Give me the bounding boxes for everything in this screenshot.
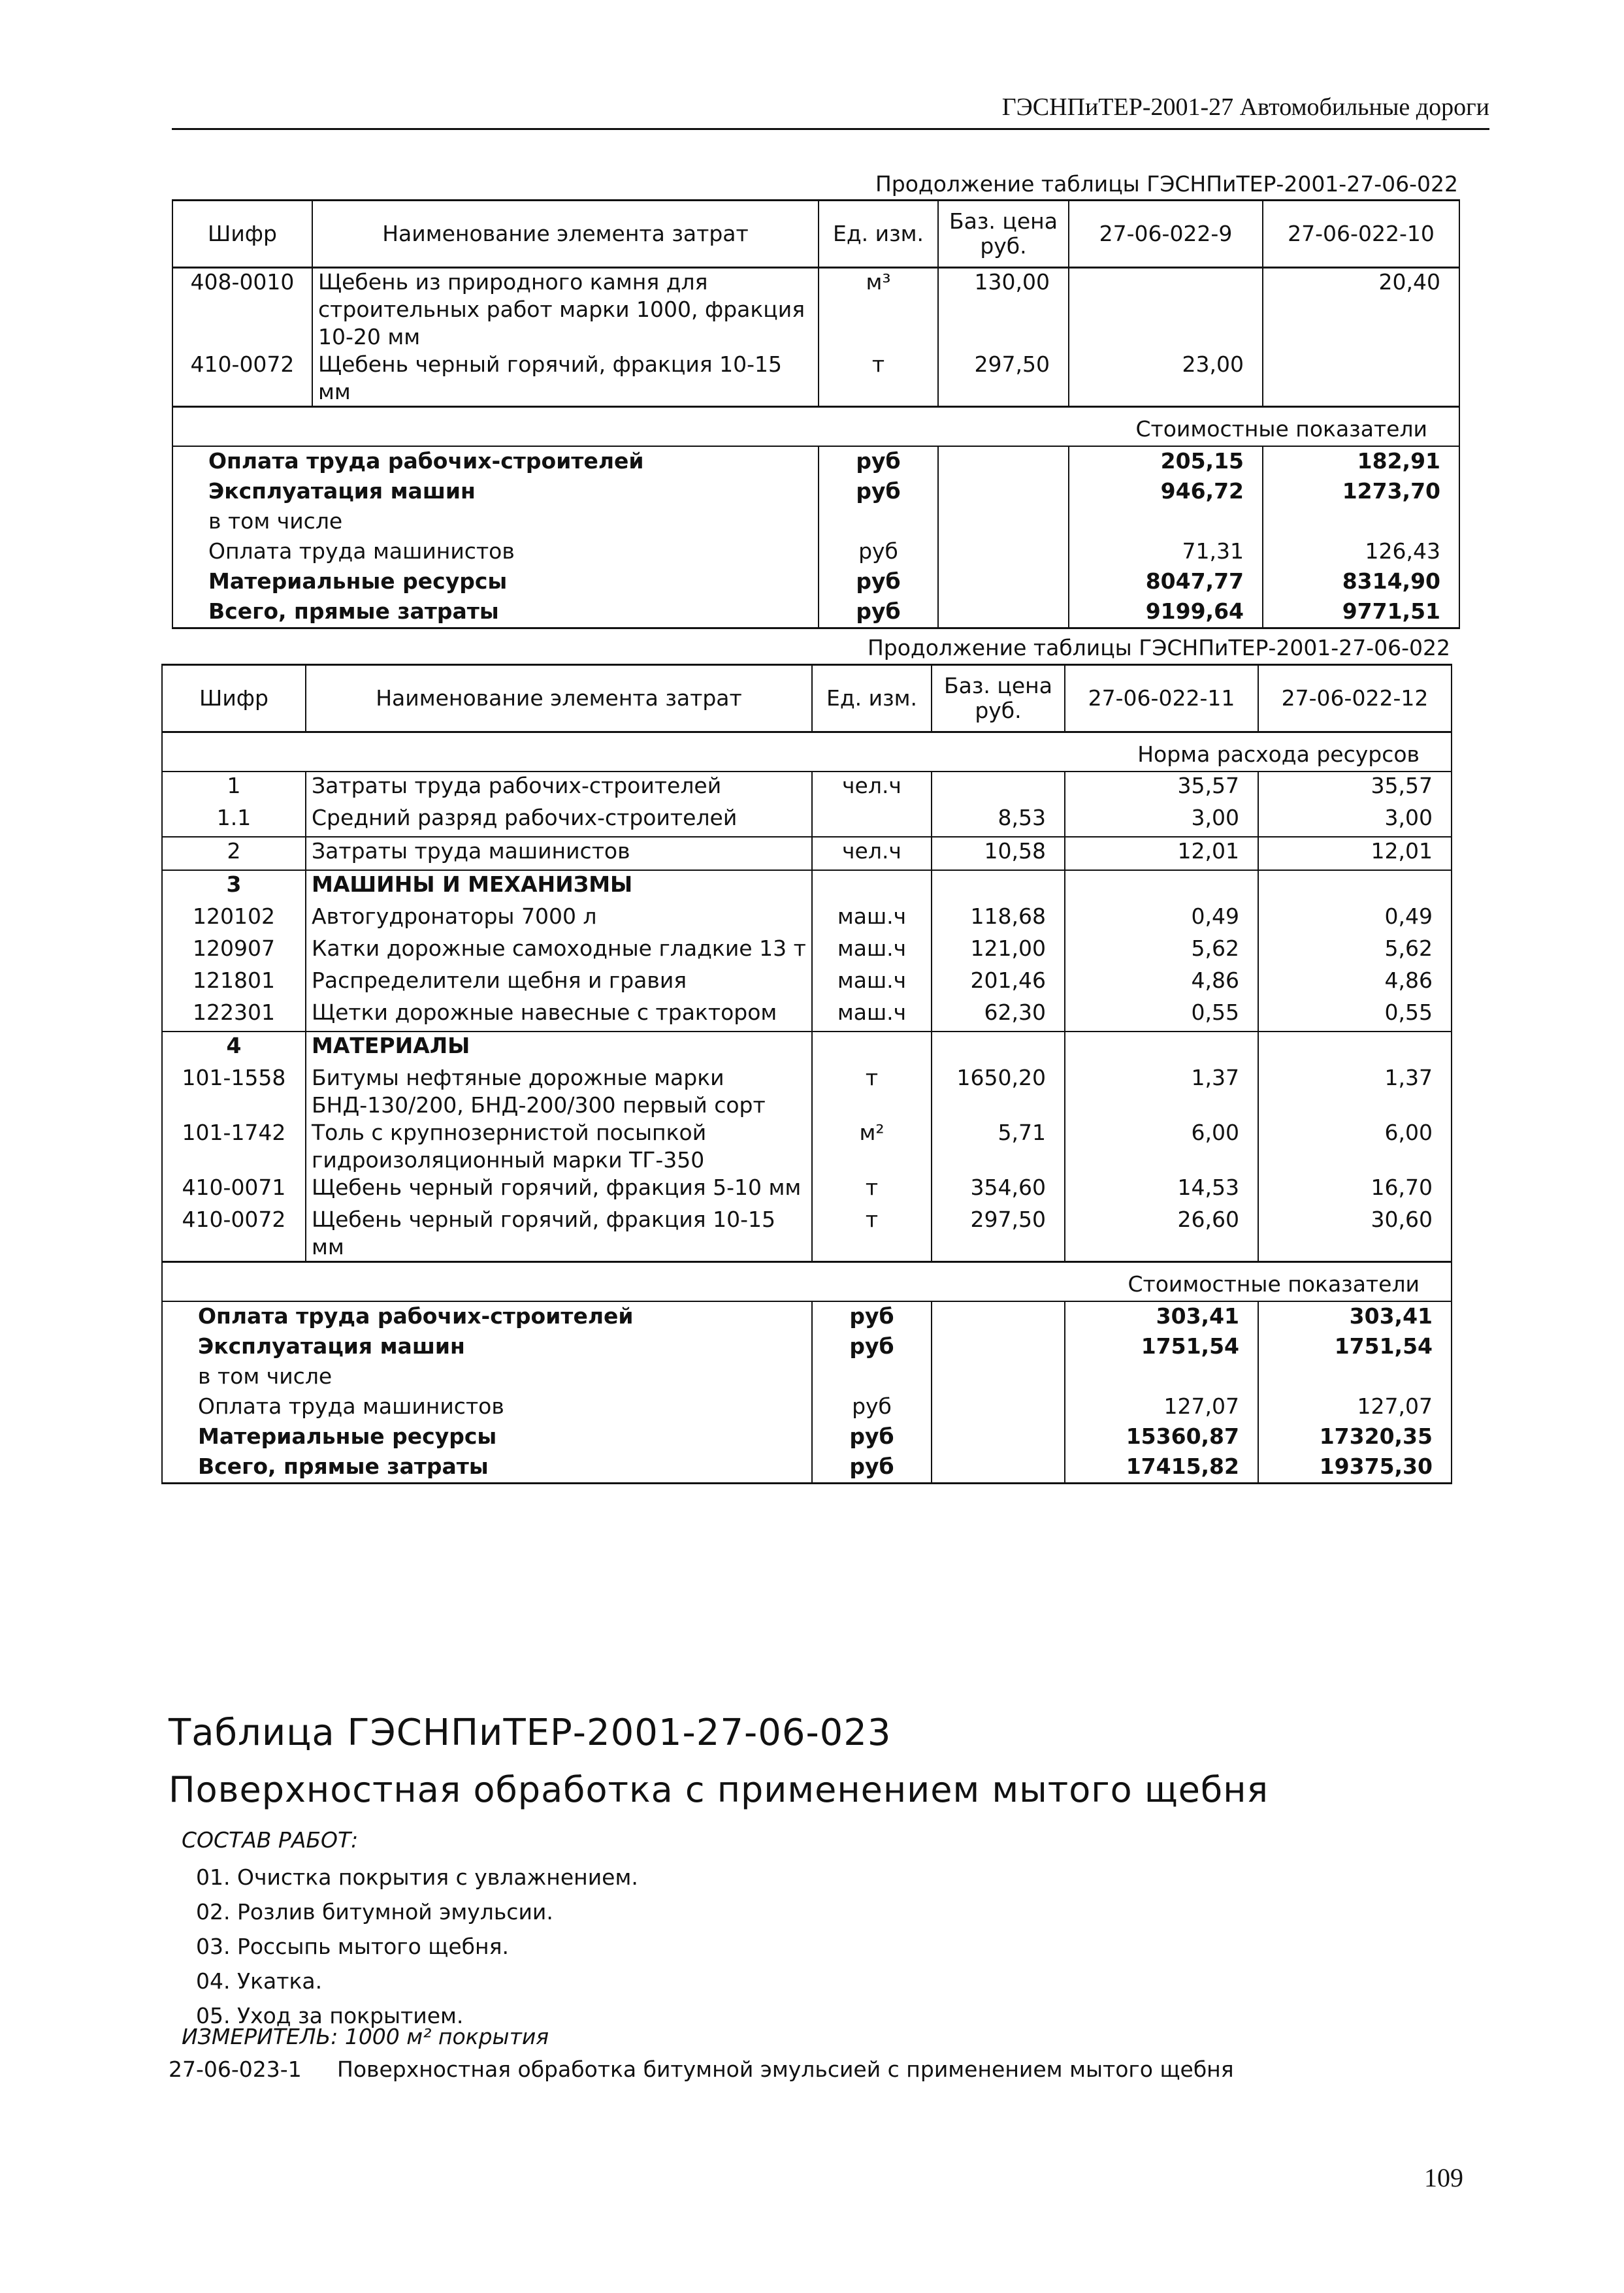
resource-name: Щебень черный горячий, фракция 10-15 мм	[306, 1206, 812, 1262]
cost-value-1: 8047,77	[1069, 567, 1263, 597]
work-items-list	[196, 1860, 638, 2033]
unit-of-measure: чел.ч	[812, 772, 932, 804]
norm-value-2: 35,57	[1258, 772, 1452, 804]
cost-section-label: Стоимостные показатели	[162, 1262, 1452, 1302]
base-price: 354,60	[932, 1174, 1065, 1206]
column-header: 27-06-022-11	[1065, 665, 1258, 732]
resource-code: 101-1742	[162, 1119, 306, 1174]
base-price: 10,58	[932, 837, 1065, 870]
column-header: 27-06-022-9	[1069, 201, 1263, 268]
table-row	[162, 1119, 1452, 1174]
cost-name: Оплата труда машинистов	[162, 1392, 812, 1422]
empty-price-cell	[932, 1332, 1065, 1362]
cost-name: Оплата труда рабочих-строителей	[172, 446, 819, 477]
column-header: Ед. изм.	[819, 201, 938, 268]
norm-value-2: 16,70	[1258, 1174, 1452, 1206]
resource-code: 410-0072	[162, 1206, 306, 1262]
norm-value-2	[1263, 351, 1459, 407]
document-header: ГЭСНПиТЕР-2001-27 Автомобильные дороги	[1001, 93, 1489, 121]
cost-unit: руб	[819, 567, 938, 597]
norm-label: Норма расхода ресурсов	[162, 732, 1452, 772]
norm-value-1: 4,86	[1065, 967, 1258, 999]
resource-code: 1.1	[162, 804, 306, 837]
cost-value-2: 9771,51	[1263, 597, 1459, 628]
resource-name: Щебень черный горячий, фракция 10-15 мм	[312, 351, 819, 407]
cost-unit: руб	[812, 1452, 932, 1484]
cost-name: в том числе	[162, 1362, 812, 1392]
norm-value-2: 20,40	[1263, 268, 1459, 351]
column-header: Наименование элемента затрат	[306, 665, 812, 732]
norm-value-1: 12,01	[1065, 837, 1258, 870]
base-price: 118,68	[932, 903, 1065, 935]
resource-name: Толь с крупнозернистой посыпкой гидроизоляционный марки ТГ-350	[306, 1119, 812, 1174]
cost-value-1: 9199,64	[1069, 597, 1263, 628]
work-item: 02. Розлив битумной эмульсии.	[196, 1899, 553, 1925]
norm-value-1: 0,55	[1065, 999, 1258, 1032]
unit-of-measure	[812, 870, 932, 903]
cost-row	[162, 1362, 1452, 1392]
column-header: Шифр	[162, 665, 306, 732]
resource-name: Щебень из природного камня для строительных работ марки 1000, фракция 10-20 мм	[312, 268, 819, 351]
unit-of-measure: м³	[819, 268, 938, 351]
table1-caption: Продолжение таблицы ГЭСНПиТЕР-2001-27-06-022	[875, 171, 1458, 197]
table2-caption: Продолжение таблицы ГЭСНПиТЕР-2001-27-06-022	[867, 635, 1450, 660]
cost-name: Эксплуатация машин	[162, 1332, 812, 1362]
table-row	[162, 837, 1452, 870]
resource-code: 120907	[162, 935, 306, 967]
resource-name: Затраты труда машинистов	[306, 837, 812, 870]
cost-row	[172, 567, 1459, 597]
cost-unit: руб	[819, 477, 938, 507]
empty-price-cell	[938, 597, 1069, 628]
unit-of-measure	[812, 1032, 932, 1064]
cost-value-1: 71,31	[1069, 537, 1263, 567]
base-price: 121,00	[932, 935, 1065, 967]
table-row	[172, 351, 1459, 407]
norm-value-2: 3,00	[1258, 804, 1452, 837]
norm-label-row	[162, 732, 1452, 772]
norm-code-line	[169, 2057, 1234, 2082]
unit-of-measure: маш.ч	[812, 935, 932, 967]
unit-of-measure: чел.ч	[812, 837, 932, 870]
cost-value-1: 1751,54	[1065, 1332, 1258, 1362]
norm-value-1: 0,49	[1065, 903, 1258, 935]
header-row	[162, 665, 1452, 732]
cost-value-1: 17415,82	[1065, 1452, 1258, 1484]
empty-price-cell	[932, 1392, 1065, 1422]
cost-unit: руб	[812, 1392, 932, 1422]
cost-value-1	[1065, 1362, 1258, 1392]
norm-value-1	[1069, 268, 1263, 351]
cost-value-1: 205,15	[1069, 446, 1263, 477]
norm-value-1: 6,00	[1065, 1119, 1258, 1174]
resource-code: 408-0010	[172, 268, 312, 351]
table-row	[162, 804, 1452, 837]
empty-price-cell	[938, 507, 1069, 537]
cost-unit	[812, 1362, 932, 1392]
norm-code: 27-06-023-1	[169, 2057, 302, 2082]
cost-unit: руб	[819, 537, 938, 567]
header-row	[172, 201, 1459, 268]
work-composition-heading: СОСТАВ РАБОТ:	[182, 1827, 359, 1853]
work-item: 03. Россыпь мытого щебня.	[196, 1934, 509, 1959]
unit-of-measure: маш.ч	[812, 903, 932, 935]
table-row	[162, 870, 1452, 903]
cost-value-2	[1258, 1362, 1452, 1392]
cost-row	[172, 507, 1459, 537]
norm-value-2: 4,86	[1258, 967, 1452, 999]
base-price: 297,50	[932, 1206, 1065, 1262]
table-row	[162, 772, 1452, 804]
cost-value-1: 303,41	[1065, 1301, 1258, 1332]
resource-name: Затраты труда рабочих-строителей	[306, 772, 812, 804]
unit-of-measure: м²	[812, 1119, 932, 1174]
resource-code: 121801	[162, 967, 306, 999]
norm-description: Поверхностная обработка битумной эмульсией с применением мытого щебня	[337, 2057, 1234, 2082]
unit-of-measure: т	[812, 1174, 932, 1206]
resource-name: Щетки дорожные навесные с трактором	[306, 999, 812, 1032]
norm-value-1: 3,00	[1065, 804, 1258, 837]
base-price: 1650,20	[932, 1064, 1065, 1119]
resource-code: 122301	[162, 999, 306, 1032]
norm-value-1	[1065, 1032, 1258, 1064]
norm-value-1: 1,37	[1065, 1064, 1258, 1119]
resource-code: 1	[162, 772, 306, 804]
table-row	[162, 1206, 1452, 1262]
cost-row	[162, 1332, 1452, 1362]
cost-row	[162, 1422, 1452, 1452]
column-header: Баз. цена руб.	[932, 665, 1065, 732]
base-price: 297,50	[938, 351, 1069, 407]
empty-price-cell	[938, 446, 1069, 477]
table-row	[172, 268, 1459, 351]
work-item: 04. Укатка.	[196, 1968, 323, 1994]
empty-price-cell	[932, 1422, 1065, 1452]
base-price	[932, 1032, 1065, 1064]
work-item: 05. Уход за покрытием.	[196, 2003, 464, 2028]
norm-value-2: 12,01	[1258, 837, 1452, 870]
cost-unit	[819, 507, 938, 537]
unit-of-measure: маш.ч	[812, 999, 932, 1032]
empty-price-cell	[932, 1452, 1065, 1484]
cost-name: Всего, прямые затраты	[162, 1452, 812, 1484]
cost-value-2: 8314,90	[1263, 567, 1459, 597]
cost-value-2: 127,07	[1258, 1392, 1452, 1422]
cost-value-1: 946,72	[1069, 477, 1263, 507]
table-row	[162, 935, 1452, 967]
cost-unit: руб	[812, 1332, 932, 1362]
cost-value-2: 17320,35	[1258, 1422, 1452, 1452]
norm-value-2: 5,62	[1258, 935, 1452, 967]
unit-of-measure: т	[819, 351, 938, 407]
norm-value-1: 5,62	[1065, 935, 1258, 967]
section-title: Таблица ГЭСНПиТЕР-2001-27-06-023	[169, 1712, 892, 1754]
norm-value-2	[1258, 1032, 1452, 1064]
base-price: 5,71	[932, 1119, 1065, 1174]
table-row	[162, 967, 1452, 999]
cost-value-1	[1069, 507, 1263, 537]
resource-name: Битумы нефтяные дорожные марки БНД-130/200, БНД-200/300 первый сорт	[306, 1064, 812, 1119]
cost-value-2: 1751,54	[1258, 1332, 1452, 1362]
empty-price-cell	[938, 567, 1069, 597]
norm-value-1: 14,53	[1065, 1174, 1258, 1206]
resource-name: МАШИНЫ И МЕХАНИЗМЫ	[306, 870, 812, 903]
cost-name: Оплата труда рабочих-строителей	[162, 1301, 812, 1332]
cost-label-row	[162, 1262, 1452, 1302]
cost-name: Оплата труда машинистов	[172, 537, 819, 567]
norm-value-2: 0,49	[1258, 903, 1452, 935]
norm-value-1: 35,57	[1065, 772, 1258, 804]
cost-name: Материальные ресурсы	[172, 567, 819, 597]
base-price: 8,53	[932, 804, 1065, 837]
cost-value-2: 303,41	[1258, 1301, 1452, 1332]
table-row	[162, 903, 1452, 935]
resource-name: Автогудронаторы 7000 л	[306, 903, 812, 935]
resource-code: 120102	[162, 903, 306, 935]
cost-unit: руб	[812, 1301, 932, 1332]
cost-name: в том числе	[172, 507, 819, 537]
column-header: 27-06-022-10	[1263, 201, 1459, 268]
table-row	[162, 1064, 1452, 1119]
cost-row	[172, 446, 1459, 477]
cost-section-label: Стоимостные показатели	[172, 407, 1459, 447]
base-price: 130,00	[938, 268, 1069, 351]
resource-code: 410-0071	[162, 1174, 306, 1206]
table-row	[162, 1174, 1452, 1206]
column-header: Баз. цена руб.	[938, 201, 1069, 268]
resource-code: 4	[162, 1032, 306, 1064]
column-header: Ед. изм.	[812, 665, 932, 732]
norm-value-2: 6,00	[1258, 1119, 1452, 1174]
norm-value-2: 0,55	[1258, 999, 1452, 1032]
cost-row	[172, 477, 1459, 507]
empty-price-cell	[932, 1362, 1065, 1392]
work-item: 01. Очистка покрытия с увлажнением.	[196, 1864, 638, 1890]
cost-label-row	[172, 407, 1459, 447]
norm-value-2: 30,60	[1258, 1206, 1452, 1262]
header-divider	[172, 128, 1489, 130]
empty-price-cell	[932, 1301, 1065, 1332]
base-price	[932, 870, 1065, 903]
resource-code: 410-0072	[172, 351, 312, 407]
resource-name: МАТЕРИАЛЫ	[306, 1032, 812, 1064]
column-header: 27-06-022-12	[1258, 665, 1452, 732]
resource-name: Катки дорожные самоходные гладкие 13 т	[306, 935, 812, 967]
empty-price-cell	[938, 477, 1069, 507]
cost-unit: руб	[819, 597, 938, 628]
page-number: 109	[1424, 2163, 1463, 2192]
base-price: 201,46	[932, 967, 1065, 999]
cost-value-2: 1273,70	[1263, 477, 1459, 507]
norm-value-1: 26,60	[1065, 1206, 1258, 1262]
base-price: 62,30	[932, 999, 1065, 1032]
cost-name: Всего, прямые затраты	[172, 597, 819, 628]
column-header: Наименование элемента затрат	[312, 201, 819, 268]
measure-unit: ИЗМЕРИТЕЛЬ: 1000 м² покрытия	[182, 2024, 549, 2049]
cost-value-2: 182,91	[1263, 446, 1459, 477]
unit-of-measure: маш.ч	[812, 967, 932, 999]
cost-unit: руб	[819, 446, 938, 477]
cost-value-1: 127,07	[1065, 1392, 1258, 1422]
unit-of-measure	[812, 804, 932, 837]
cost-row	[162, 1301, 1452, 1332]
table1-cost-table	[172, 199, 1460, 629]
resource-code: 2	[162, 837, 306, 870]
cost-value-1: 15360,87	[1065, 1422, 1258, 1452]
unit-of-measure: т	[812, 1206, 932, 1262]
cost-row	[172, 537, 1459, 567]
resource-code: 3	[162, 870, 306, 903]
table-row	[162, 999, 1452, 1032]
resource-name: Средний разряд рабочих-строителей	[306, 804, 812, 837]
cost-row	[162, 1392, 1452, 1422]
table2-cost-table	[161, 664, 1452, 1484]
cost-row	[172, 597, 1459, 628]
resource-name: Распределители щебня и гравия	[306, 967, 812, 999]
column-header: Шифр	[172, 201, 312, 268]
cost-value-2: 19375,30	[1258, 1452, 1452, 1484]
norm-value-2	[1258, 870, 1452, 903]
unit-of-measure: т	[812, 1064, 932, 1119]
table-row	[162, 1032, 1452, 1064]
norm-value-2: 1,37	[1258, 1064, 1452, 1119]
cost-value-2: 126,43	[1263, 537, 1459, 567]
cost-value-2	[1263, 507, 1459, 537]
base-price	[932, 772, 1065, 804]
cost-name: Материальные ресурсы	[162, 1422, 812, 1452]
cost-unit: руб	[812, 1422, 932, 1452]
section-subtitle: Поверхностная обработка с применением мытого щебня	[169, 1769, 1269, 1810]
norm-value-1: 23,00	[1069, 351, 1263, 407]
norm-value-1	[1065, 870, 1258, 903]
cost-name: Эксплуатация машин	[172, 477, 819, 507]
resource-code: 101-1558	[162, 1064, 306, 1119]
cost-row	[162, 1452, 1452, 1484]
resource-name: Щебень черный горячий, фракция 5-10 мм	[306, 1174, 812, 1206]
empty-price-cell	[938, 537, 1069, 567]
